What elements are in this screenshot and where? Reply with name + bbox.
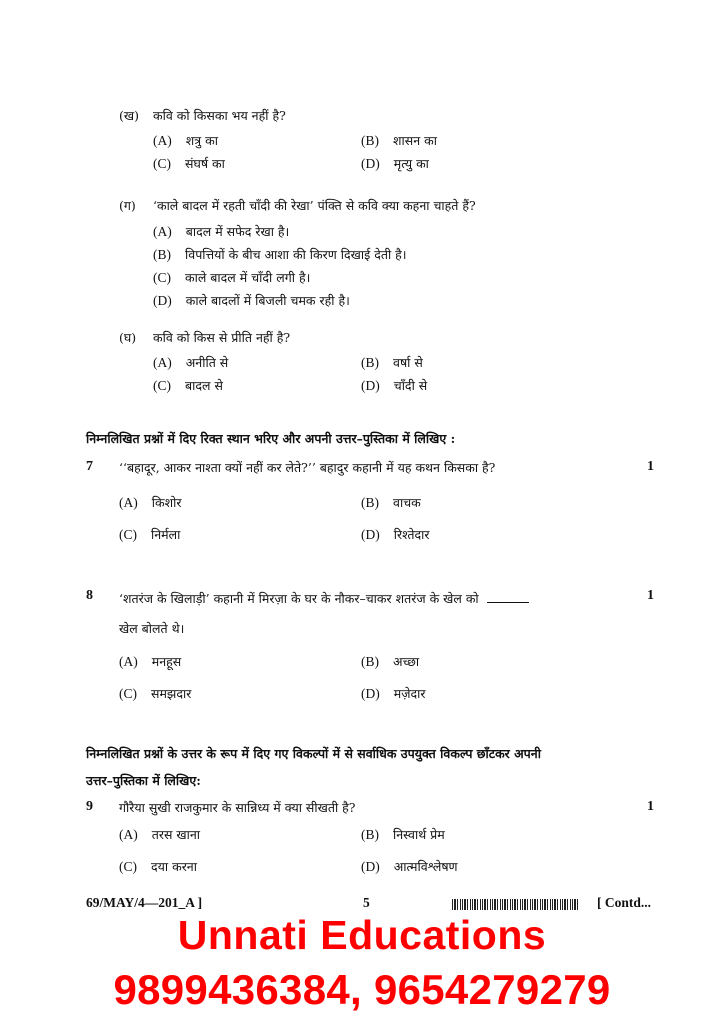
option-text: निर्मला xyxy=(151,527,181,542)
option-text: मनहूस xyxy=(151,654,182,669)
option-text: रिश्तेदार xyxy=(393,527,430,542)
watermark-brand: Unnati Educations xyxy=(177,912,547,958)
option-text: निस्वार्थ प्रेम xyxy=(393,827,445,842)
page-number: 5 xyxy=(363,895,370,910)
option-letter: (D) xyxy=(361,686,380,701)
question-number: 9 xyxy=(86,799,93,814)
option-c xyxy=(153,375,223,394)
option-text: काले बादलों में बिजली चमक रही है। xyxy=(185,293,350,308)
option-a xyxy=(153,352,228,371)
option-text: संघर्ष का xyxy=(185,156,225,171)
option-d xyxy=(361,683,426,702)
option-a xyxy=(153,221,289,240)
question-number: 8 xyxy=(86,588,93,603)
option-text: चाँदी से xyxy=(393,378,428,393)
option-letter: (B) xyxy=(361,654,379,669)
option-d xyxy=(153,290,350,309)
option-letter: (C) xyxy=(153,378,171,393)
option-b xyxy=(361,130,437,149)
fill-in-blank xyxy=(487,591,529,603)
subquestion-label: (ग) xyxy=(119,198,136,213)
option-letter: (C) xyxy=(153,156,171,171)
option-text: काले बादल में चाँदी लगी है। xyxy=(185,270,311,285)
option-text: मृत्यु का xyxy=(393,156,429,171)
option-b xyxy=(361,352,423,371)
paper-code: 69/MAY/4—201_A ] xyxy=(86,895,203,910)
subquestion-label: (घ) xyxy=(119,330,137,345)
option-letter: (B) xyxy=(361,827,379,842)
option-text: शासन का xyxy=(393,133,437,148)
option-letter: (A) xyxy=(119,827,138,842)
watermark-phone: 9899436384, 9654279279 xyxy=(113,966,611,1013)
option-letter: (A) xyxy=(119,495,138,510)
barcode-icon xyxy=(452,899,580,910)
option-text: तरस खाना xyxy=(151,827,201,842)
option-letter: (B) xyxy=(153,247,171,262)
subquestion-text: कवि को किस से प्रीति नहीं है? xyxy=(153,330,291,345)
option-text: अच्छा xyxy=(393,654,420,669)
option-c xyxy=(119,856,197,875)
option-text: वर्षा से xyxy=(393,355,423,370)
option-letter: (C) xyxy=(119,859,137,874)
option-letter: (D) xyxy=(361,527,380,542)
section-instruction-line-1: निम्नलिखित प्रश्नों के उत्तर के रूप में दिए गए विकल्पों में से सर्वाधिक उपयुक्त विकल्प छाँटकर अपनी xyxy=(86,746,541,761)
option-text: वाचक xyxy=(393,495,421,510)
option-c xyxy=(153,153,225,172)
option-letter: (B) xyxy=(361,133,379,148)
option-letter: (C) xyxy=(153,270,171,285)
option-a xyxy=(119,492,181,511)
option-a xyxy=(119,824,200,843)
option-c xyxy=(119,524,180,543)
option-d xyxy=(361,153,429,172)
option-letter: (D) xyxy=(361,156,380,171)
question-marks: 1 xyxy=(647,459,654,474)
option-letter: (D) xyxy=(153,293,172,308)
option-text: शत्रु का xyxy=(185,133,218,148)
option-d xyxy=(361,524,430,543)
option-letter: (C) xyxy=(119,527,137,542)
question-number: 7 xyxy=(86,459,93,474)
option-text: मज़ेदार xyxy=(393,686,426,701)
option-text: अनीति से xyxy=(185,355,229,370)
section-instruction: निम्नलिखित प्रश्नों में दिए रिक्त स्थान भरिए और अपनी उत्तर–पुस्तिका में लिखिए : xyxy=(86,431,456,446)
option-b xyxy=(361,824,445,843)
question-text-line-1 xyxy=(119,588,529,607)
option-a xyxy=(119,651,181,670)
option-letter: (A) xyxy=(153,355,172,370)
option-text: बादल में सफेद रेखा है। xyxy=(185,224,290,239)
option-c xyxy=(153,267,310,286)
option-letter: (D) xyxy=(361,859,380,874)
question-text: गौरैया सुखी राजकुमार के सान्निध्य में क्या सीखती है? xyxy=(119,800,356,815)
option-d xyxy=(361,856,458,875)
option-d xyxy=(361,375,427,394)
option-text: विपत्तियों के बीच आशा की किरण दिखाई देती है। xyxy=(185,247,407,262)
subquestion-text: ‘काले बादल में रहती चाँदी की रेखा’ पंक्ति से कवि क्या कहना चाहते हैं? xyxy=(153,198,476,213)
question-marks: 1 xyxy=(647,588,654,603)
option-letter: (A) xyxy=(153,224,172,239)
option-b xyxy=(361,651,419,670)
question-text: ‘शतरंज के खिलाड़ी’ कहानी में मिरज़ा के घर के नौकर–चाकर शतरंज के खेल को xyxy=(119,591,479,606)
option-letter: (B) xyxy=(361,355,379,370)
option-letter: (A) xyxy=(153,133,172,148)
option-b xyxy=(153,244,407,263)
option-text: आत्मविश्लेषण xyxy=(393,859,458,874)
option-letter: (D) xyxy=(361,378,380,393)
subquestion-text: कवि को किसका भय नहीं है? xyxy=(153,108,286,123)
continued-label: [ Contd... xyxy=(597,895,652,910)
option-a xyxy=(153,130,218,149)
option-c xyxy=(119,683,191,702)
option-text: समझदार xyxy=(151,686,192,701)
section-instruction-line-2: उत्तर–पुस्तिका में लिखिए: xyxy=(86,773,201,788)
question-marks: 1 xyxy=(647,799,654,814)
option-text: किशोर xyxy=(151,495,182,510)
subquestion-label: (ख) xyxy=(119,108,139,123)
option-text: बादल से xyxy=(185,378,223,393)
option-letter: (A) xyxy=(119,654,138,669)
option-text: दया करना xyxy=(151,859,197,874)
question-text-line-2: खेल बोलते थे। xyxy=(119,621,185,636)
option-letter: (C) xyxy=(119,686,137,701)
option-letter: (B) xyxy=(361,495,379,510)
question-text: ‘‘बहादूर, आकर नाश्ता क्यों नहीं कर लेते?’’ बहादुर कहानी में यह कथन किसका है? xyxy=(119,460,496,475)
option-b xyxy=(361,492,421,511)
